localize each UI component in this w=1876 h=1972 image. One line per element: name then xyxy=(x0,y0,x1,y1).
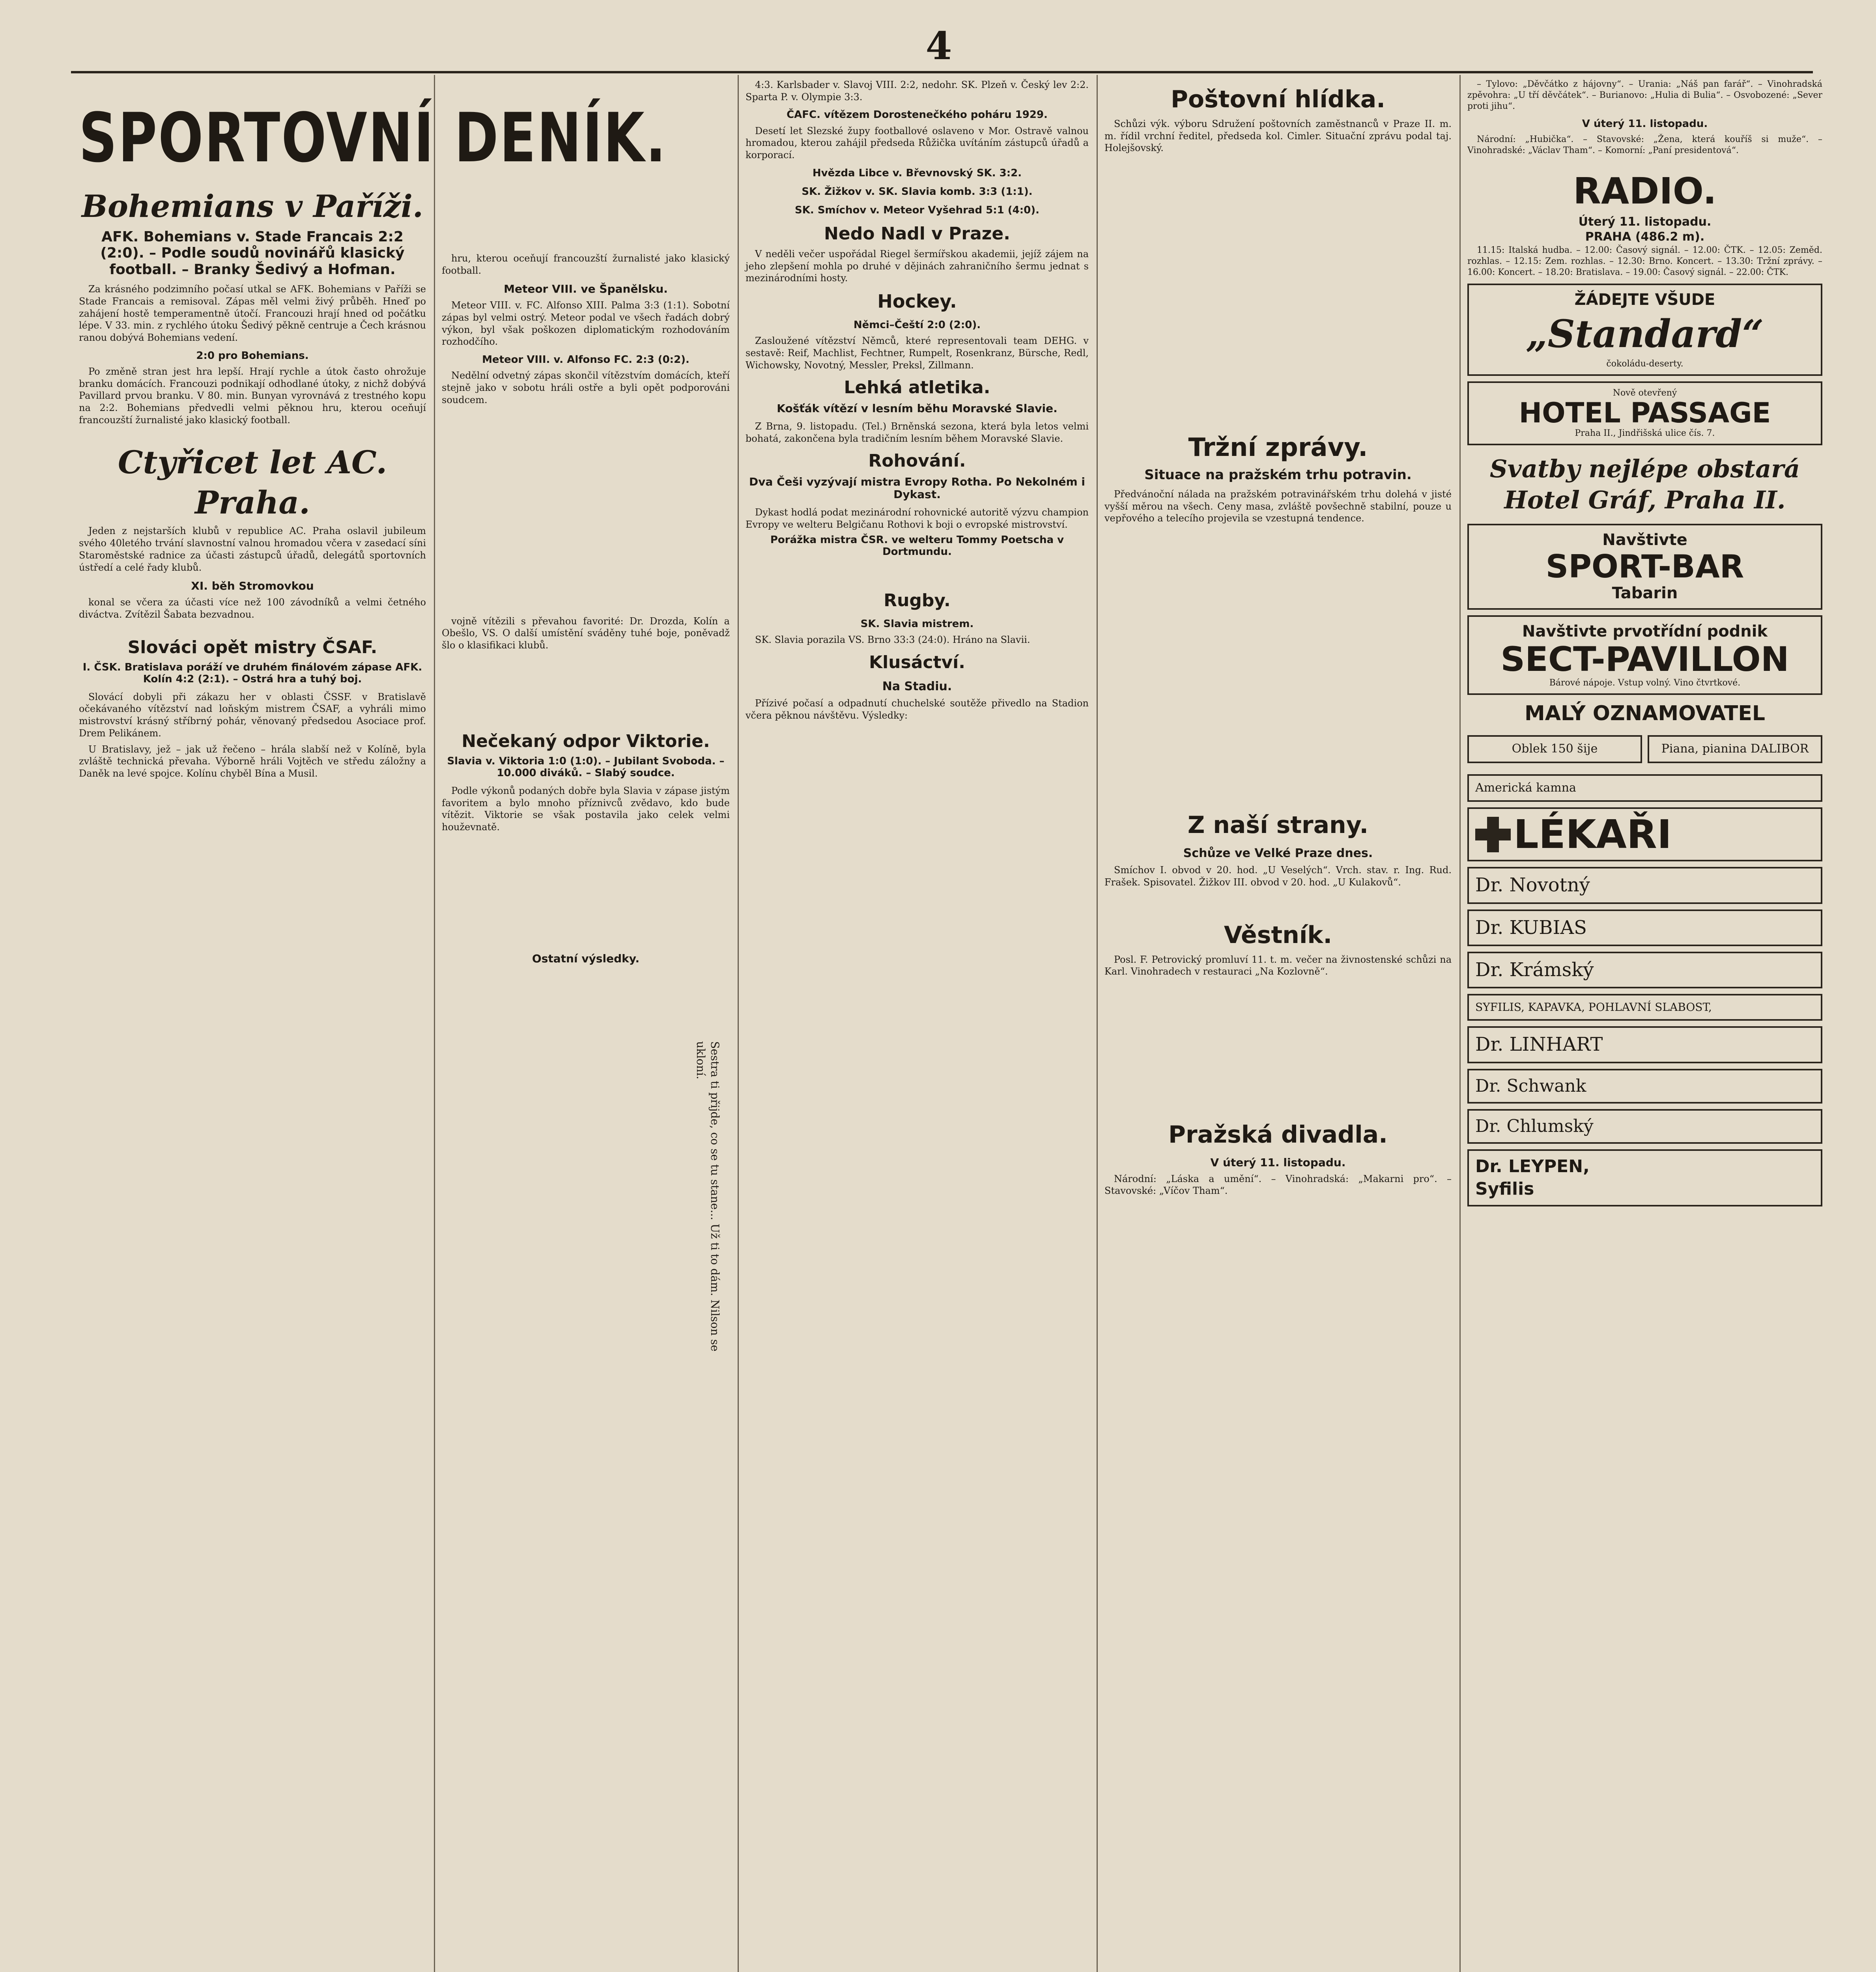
column-divider xyxy=(738,75,739,1972)
ad-text: Piana, pianina DALIBOR xyxy=(1648,735,1822,763)
paragraph: konal se včera za účasti více než 100 závodníků a velmi četného diváctva. Zvítězil Šabata bezvadnou. xyxy=(79,597,426,620)
headline: Poštovní hlídka. xyxy=(1170,86,1386,113)
subheading: Meteor VIII. v. Alfonso FC. 2:3 (0:2). xyxy=(482,354,689,366)
ad-text: Svatby nejlépe obstará xyxy=(1489,454,1800,484)
paragraph: vojně vítězili s převahou favorité: Dr. Drozda, Kolín a Obešlo, VS. O další umístění sváděny tuhé boje, poněvadž šlo o klasifikaci klubů. xyxy=(442,615,730,651)
ad-text: Dr. Chlumský xyxy=(1467,1109,1822,1144)
subheading: 2:0 pro Bohemians. xyxy=(196,349,309,362)
headline: Hockey. xyxy=(877,291,957,312)
paragraph: Z Brna, 9. listopadu. (Tel.) Brněnská sezona, která byla letos velmi bohatá, zakončena byla tradičním lesním během Moravské Slavie. xyxy=(746,420,1089,444)
ad-text: Navštivte xyxy=(1602,530,1687,549)
paragraph: Národní: „Láska a umění“. – Vinohradská: „Makarni pro“. – Stavovské: „Víčov Tham“. xyxy=(1104,1173,1452,1197)
paragraph: hru, kterou oceňují francouzští žurnalisté jako klasický football. xyxy=(442,253,730,276)
ad-brand: LÉKAŘI xyxy=(1514,811,1672,858)
ad-brand: HOTEL PASSAGE xyxy=(1519,397,1771,430)
ad-leypen xyxy=(1467,1149,1822,1206)
ad-hotel-graf xyxy=(1467,451,1822,518)
paragraph: Jeden z nejstarších klubů v republice AC. Praha oslavil jubileum svého 40letého trvání slavnostní valnou hromadou včera v zasedací síni Staroměstské radnice za účasti zástupců úřadů, delegátů sportovních ústředí a celé řady klubů. xyxy=(79,525,426,573)
ad-text: Praha II., Jindřišská ulice čís. 7. xyxy=(1575,428,1715,438)
radio-title: RADIO. xyxy=(1573,170,1717,213)
radio-date: Úterý 11. listopadu. xyxy=(1578,215,1712,229)
paragraph: Za krásného podzimního počasí utkal se AFK. Bohemians v Paříži se Stade Francais a remisoval. Zápas měl velmi živý průběh. Hneď po zahájení hostě temperamentně útočí. Francouzi hrají hned od počátku lépe. V 33. min. z rychlého útoku Šedivý pěkně centruje a Čech krásnou ranou dobývá Bohemians vedení. xyxy=(79,284,426,344)
paragraph: U Bratislavy, jež – jak už řečeno – hrála slabší než v Kolíně, byla zvláště technická převaha. Výborně hráli Vojtěch ve středu záložny a Daněk na levé spojce. Kolínu chyběl Bína a Musil. xyxy=(79,743,426,779)
column-divider xyxy=(1459,75,1461,1972)
ad-text: ŽÁDEJTE VŠUDE xyxy=(1574,291,1715,309)
ad-sect-pavillon xyxy=(1467,615,1822,695)
paragraph: Předvánoční nálada na pražském potravinářském trhu dolehá v jisté vyšší měrou na všech. Ceny masa, zvláště povšechně stabilní, pouze u vepřového a telecího projevila se vzestupná tendence. xyxy=(1104,488,1452,524)
headline: Klusáctví. xyxy=(869,652,965,672)
ad-text: Bárové nápoje. Vstup volný. Vino čtvrtkové. xyxy=(1549,678,1741,688)
ad-text: Dr. KUBIAS xyxy=(1467,909,1822,946)
ad-brand: Hotel Gráf, Praha II. xyxy=(1504,486,1786,515)
headline: Rugby. xyxy=(884,590,951,611)
deck: Porážka mistra ČSR. ve welteru Tommy Poetscha v Dortmundu. xyxy=(770,534,1064,558)
ad-text: Dr. Schwank xyxy=(1467,1069,1822,1104)
headline: Nedo Nadl v Praze. xyxy=(824,223,1010,244)
paragraph: Dykast hodlá podat mezinárodní rohovnické autoritě výzvu champion Evropy ve welteru Belgičanu Rothovi k boji o evropské mistrovství. xyxy=(746,507,1089,530)
column-2 xyxy=(442,252,730,969)
subheading: Na Stadiu. xyxy=(882,679,952,693)
subheading: SK. Slavia mistrem. xyxy=(860,618,974,630)
headline: Z naší strany. xyxy=(1187,811,1369,839)
paragraph: Slovácí dobyli při zákazu her v oblasti ČSSF. v Bratislavě očekávaného vítězství nad loňským mistrem ČSAF, a vyhráli mimo mistrovství krásný stříbrný pohár, věnovaný předsedou Asociace prof. Drem Pelikánem. xyxy=(79,691,426,739)
paragraph: V neděli večer uspořádal Riegel šermířskou akademii, jejíž zájem na jeho zlepšení mohla po druhé v dějinách zahraničního šermu jednat s mezinárodními hosty. xyxy=(746,248,1089,284)
ad-text: Dr. LEYPEN, xyxy=(1475,1156,1590,1177)
subheading: SK. Smíchov v. Meteor Vyšehrad 5:1 (4:0). xyxy=(795,204,1039,217)
subheading: V úterý 11. listopadu. xyxy=(1582,118,1708,130)
column-5 xyxy=(1467,79,1822,1212)
paragraph: Desetí let Slezské župy footballové oslaveno v Mor. Ostravě valnou hromadou, kterou zahájil předseda Růžička uvítáním zástupců úřadů a korporací. xyxy=(746,125,1089,161)
subheading: Schůze ve Velké Praze dnes. xyxy=(1183,846,1373,860)
ad-sport-bar xyxy=(1467,524,1822,610)
rotated-text: Sestra ti přijde, co se tu stane... Už ti to dám. Nilson se ukloní. xyxy=(694,1041,721,1352)
ad-standard xyxy=(1467,284,1822,376)
paragraph: Po změně stran jest hra lepší. Hrají rychle a útok často ohrožuje branku domácích. Francouzi podnikají odhodlané útoky, z nichž dobývá Pavillard prvou branku. V 80. min. Bunyan vyrovnává z trestného kopu na 2:2. Bohemians předvedli velmi pěknou hru, kterou oceňují francouzští žurnalisté jako klasický football. xyxy=(79,366,426,426)
paragraph: SK. Slavia porazila VS. Brno 33:3 (24:0). Hráno na Slavii. xyxy=(755,634,1030,645)
paragraph: Podle výkonů podaných dobře byla Slavia v zápase jistým favoritem a bylo mnoho příznivců zvědavo, kdo bude vítězit. Viktorie se však postavila jako celek velmi houževnatě. xyxy=(442,785,730,833)
paragraph: 4:3. Karlsbader v. Slavoj VIII. 2:2, nedohr. SK. Plzeň v. Český lev 2:2. Sparta P. v. Olympie 3:3. xyxy=(746,79,1089,103)
headline: Lehká atletika. xyxy=(844,377,990,398)
masthead: SPORTOVNÍ DENÍK. xyxy=(79,98,667,177)
headline: Pražská divadla. xyxy=(1168,1120,1388,1148)
paragraph: Zasloužené vítězství Němců, které representovali team DEHG. v sestavě: Reif, Machlist, Fechtner, Rumpelt, Rosenkranz, Bürsche, Redl, Wichowsky, Novotný, Messler, Preksl, Zillmann. xyxy=(746,335,1089,371)
paragraph: Meteor VIII. v. FC. Alfonso XIII. Palma 3:3 (1:1). Sobotní zápas byl velmi ostrý. Meteor podal ve všech řadách dobrý výkon, byl však poškozen diplomatickým rozhodováním rozhodčího. xyxy=(442,300,730,347)
paragraph: Posl. F. Petrovický promluví 11. t. m. večer na živnostenské schůzi na Karl. Vinohradech v restauraci „Na Kozlovně“. xyxy=(1104,954,1452,977)
column-divider xyxy=(434,75,435,1972)
ad-text: Navštivte prvotřídní podnik xyxy=(1522,622,1768,641)
subheading: Němci–Čeští 2:0 (2:0). xyxy=(853,319,981,331)
headline: Tržní zprávy. xyxy=(1188,433,1368,462)
page-number: 4 xyxy=(925,24,952,68)
top-rule xyxy=(71,71,1813,73)
ad-text: Nově otevřený xyxy=(1613,388,1677,398)
deck: I. ČSK. Bratislava poráží ve druhém finálovém zápase AFK. Kolín 4:2 (2:1). – Ostrá hra a tuhý boj. xyxy=(82,661,422,685)
subheading: V úterý 11. listopadu. xyxy=(1210,1156,1346,1169)
paragraph: Schůzi výk. výboru Sdružení poštovních zaměstnanců v Praze II. m. m. řídil vrchní ředitel, předseda kol. Cimler. Situační zprávu podal taj. Holejšovský. xyxy=(1104,118,1452,154)
deck: AFK. Bohemians v. Stade Francais 2:2 (2:0). – Podle soudů novinářů klasický football. – Branky Šedivý a Hofman. xyxy=(100,228,405,278)
ad-text: Syfilis xyxy=(1475,1178,1534,1199)
subheading: Ostatní výsledky. xyxy=(532,952,640,965)
column-4 xyxy=(1104,79,1452,1201)
paragraph: – Tylovo: „Děvčátko z hájovny“. – Urania: „Náš pan farář“. – Vinohradská zpěvohra: „U tří děvčátek“. – Burianovo: „Hulia di Bulia“. – Osvobozené: „Sever proti jihu“. xyxy=(1467,79,1822,112)
ad-text: Americká kamna xyxy=(1467,774,1822,802)
headline: Nečekaný odpor Viktorie. xyxy=(462,731,710,751)
headline: Věstník. xyxy=(1224,921,1332,949)
ad-hotel-passage xyxy=(1467,381,1822,445)
paragraph: Přízivé počasí a odpadnutí chuchelské soutěže přivedlo na Stadion včera pěknou návštěvu. Výsledky: xyxy=(746,698,1089,721)
ad-text: SYFILIS, KAPAVKA, POHLAVNÍ SLABOST, xyxy=(1467,994,1822,1021)
ad-text: Dr. Krámský xyxy=(1467,952,1822,988)
column-3 xyxy=(746,79,1089,726)
radio-station: PRAHA (486.2 m). xyxy=(1585,230,1705,244)
subheading: SK. Žižkov v. SK. Slavia komb. 3:3 (1:1). xyxy=(802,186,1033,198)
red-cross-icon xyxy=(1475,817,1511,852)
headline: Ctyřicet let AC. Praha. xyxy=(118,443,387,521)
ad-brand: SPORT-BAR xyxy=(1545,548,1744,585)
paragraph: Nedělní odvetný zápas skončil vítězstvím domácích, kteří stejně jako v sobotu hráli ostře a byli opět podporováni soudcem. xyxy=(442,370,730,405)
ad-text: Dr. Novotný xyxy=(1467,867,1822,904)
radio-block xyxy=(1467,168,1822,245)
ad-text: Dr. LINHART xyxy=(1467,1026,1822,1063)
deck: Košťák vítězí v lesním běhu Moravské Slavie. xyxy=(777,401,1058,415)
deck: Slavia v. Viktoria 1:0 (1:0). – Jubilant Svoboda. – 10.000 diváků. – Slabý soudce. xyxy=(447,755,725,779)
deck: Dva Češi vyzývají mistra Evropy Rotha. Po Nekolném i Dykast. xyxy=(749,475,1086,501)
paragraph: Národní: „Hubička“. – Stavovské: „Žena, která kouříš si muže“. – Vinohradské: „Václav Tham“. – Komorní: „Paní presidentová“. xyxy=(1467,134,1822,155)
ads-header: MALÝ OZNAMOVATEL xyxy=(1524,701,1766,725)
ad-text: Oblek 150 šije xyxy=(1467,735,1642,763)
ad-row xyxy=(1467,730,1822,768)
paragraph: Smíchov I. obvod v 20. hod. „U Veselých“. Vrch. stav. r. Ing. Rud. Frašek. Spisovatel. Žižkov III. obvod v 20. hod. „U Kulakovů“. xyxy=(1104,865,1452,888)
headline: Bohemians v Paříži. xyxy=(81,189,424,225)
ad-text: čokoládu-deserty. xyxy=(1606,359,1684,369)
subheading: Meteor VIII. ve Španělsku. xyxy=(504,282,668,296)
subheading: Hvězda Libce v. Břevnovský SK. 3:2. xyxy=(812,167,1022,179)
rotated-text-block xyxy=(91,1033,738,1388)
subheading: ČAFC. vítězem Dorostenečkého poháru 1929. xyxy=(787,109,1048,121)
ad-text: Tabarin xyxy=(1612,584,1678,602)
headline: Rohování. xyxy=(868,451,966,471)
ad-brand: „Standard“ xyxy=(1526,312,1764,357)
headline: Slováci opět mistry ČSAF. xyxy=(127,637,377,657)
paragraph: 11.15: Italská hudba. – 12.00: Časový signál. – 12.00: ČTK. – 12.05: Zeměd. rozhlas. – 12.15: Zem. rozhlas. – 12.30: Brno. Koncert. – 13.30: Tržní zprávy. – 16.00: Koncert. – 18.20: Bratislava. – 19.00: Časový signál. – 22.00: ČTK. xyxy=(1467,245,1822,277)
subheading: XI. běh Stromovkou xyxy=(191,579,314,593)
deck: Situace na pražském trhu potravin. xyxy=(1144,467,1412,483)
ad-brand: SECT-PAVILLON xyxy=(1500,640,1789,680)
ad-lekari xyxy=(1467,807,1822,861)
column-divider xyxy=(1097,75,1098,1972)
